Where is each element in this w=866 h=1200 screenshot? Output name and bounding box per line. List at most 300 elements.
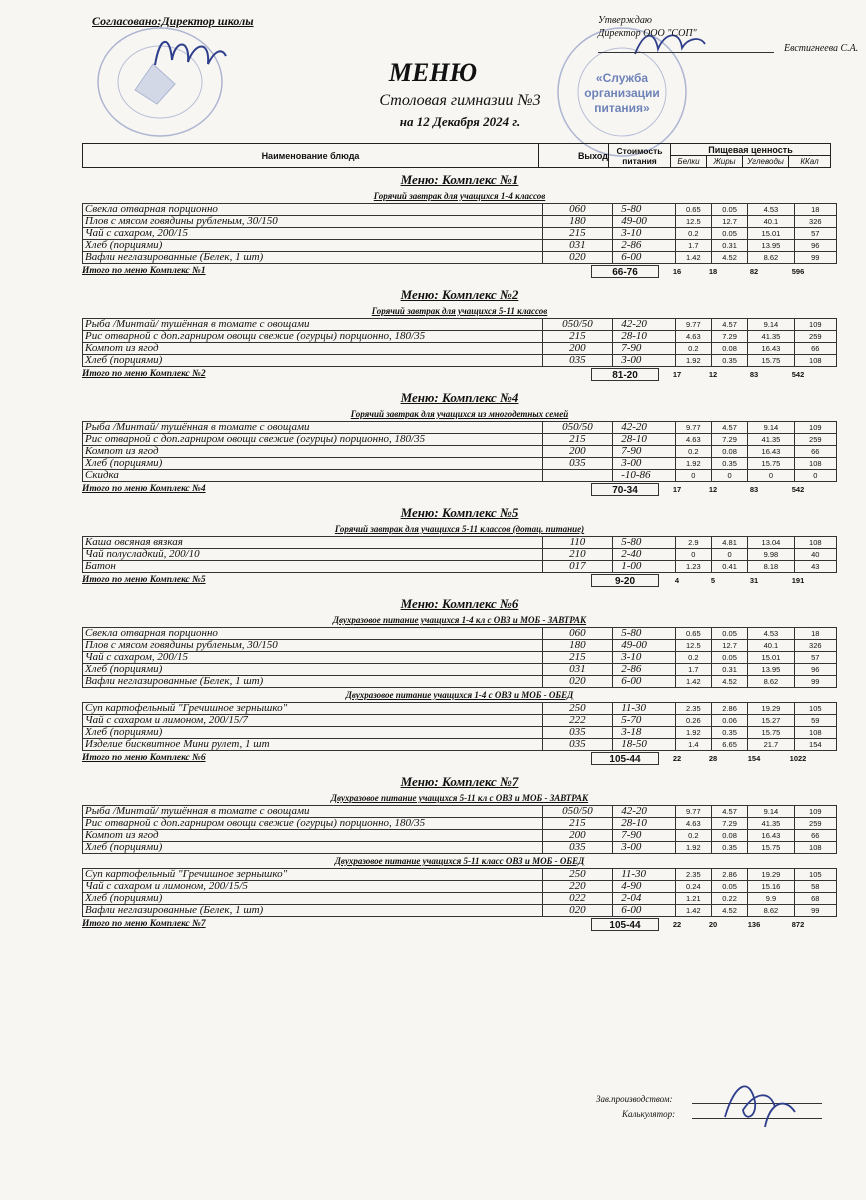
total-proteins: 22 <box>672 753 682 763</box>
dish-price: 5-80 <box>613 628 675 640</box>
dish-row <box>83 204 837 216</box>
total-kcal: 872 <box>791 919 805 929</box>
total-carbs: 154 <box>747 753 761 763</box>
dish-price: 3-10 <box>613 652 675 664</box>
dish-name: Суп картофельный "Гречишное зернышко" <box>83 703 543 715</box>
dish-output: 060 <box>542 204 613 216</box>
dish-output: 180 <box>542 216 613 228</box>
dish-output: 050/50 <box>542 422 613 434</box>
dish-kcal: 326 <box>794 216 836 228</box>
dish-price: 3-18 <box>613 727 675 739</box>
total-proteins: 22 <box>672 919 682 929</box>
dish-output: 250 <box>542 869 613 881</box>
dish-row <box>83 458 837 470</box>
dish-price: 7-90 <box>613 446 675 458</box>
dish-proteins: 1.23 <box>675 561 711 573</box>
approved-label: Утверждаю <box>598 15 652 26</box>
dish-fats: 4.81 <box>711 537 747 549</box>
dish-row <box>83 228 837 240</box>
dish-price: 1-00 <box>613 561 675 573</box>
calculator-label: Калькулятор: <box>622 1109 676 1119</box>
dish-name: Хлеб (порциями) <box>83 355 543 367</box>
dish-fats: 0.41 <box>711 561 747 573</box>
complex-total-row <box>82 573 837 587</box>
dish-output: 180 <box>542 640 613 652</box>
dish-carbs: 41.35 <box>748 818 794 830</box>
dish-carbs: 13.95 <box>748 664 794 676</box>
dish-output: 110 <box>542 537 613 549</box>
dish-table <box>82 627 837 688</box>
dish-fats: 0.08 <box>711 343 747 355</box>
dish-name: Рыба /Минтай/ тушённая в томате с овощами <box>83 319 543 331</box>
dish-proteins: 1.42 <box>675 905 711 917</box>
dish-proteins: 9.77 <box>675 806 711 818</box>
meal-subtitle: Двухразовое питание учащихся 1-4 кл с ОВЗ и МОБ - ЗАВТРАК <box>332 615 587 625</box>
dish-price: 42-20 <box>613 319 675 331</box>
approval-block <box>598 14 859 54</box>
dish-proteins: 9.77 <box>675 422 711 434</box>
dish-output: 050/50 <box>542 806 613 818</box>
dish-fats: 4.57 <box>711 422 747 434</box>
dish-kcal: 66 <box>794 343 836 355</box>
dish-price: 5-80 <box>613 204 675 216</box>
dish-price: 18-50 <box>613 739 675 751</box>
dish-kcal: 326 <box>794 640 836 652</box>
total-label: Итого по меню Комплекс №4 <box>82 484 206 494</box>
dish-fats: 12.7 <box>711 216 747 228</box>
dish-fats: 0.31 <box>711 240 747 252</box>
dish-row <box>83 446 837 458</box>
dish-kcal: 108 <box>794 842 836 854</box>
dish-kcal: 0 <box>794 470 836 482</box>
dish-price: 2-86 <box>613 240 675 252</box>
dish-kcal: 259 <box>794 818 836 830</box>
dish-kcal: 18 <box>794 204 836 216</box>
menu-content <box>82 171 837 931</box>
dish-table <box>82 203 837 264</box>
dish-carbs: 9.9 <box>748 893 794 905</box>
dish-table <box>82 702 837 751</box>
dish-fats: 4.57 <box>711 319 747 331</box>
dish-carbs: 9.14 <box>748 422 794 434</box>
total-kcal: 191 <box>791 575 805 585</box>
dish-fats: 4.52 <box>711 676 747 688</box>
complex-total-row <box>82 367 837 381</box>
dish-price: 6-00 <box>613 252 675 264</box>
dish-row <box>83 628 837 640</box>
dish-name: Плов с мясом говядины рубленым, 30/150 <box>83 216 543 228</box>
dish-name: Рис отварной с доп.гарниром овощи свежие (огурцы) порционно, 180/35 <box>83 818 543 830</box>
dish-kcal: 259 <box>794 331 836 343</box>
dish-row <box>83 640 837 652</box>
dish-row <box>83 422 837 434</box>
dish-kcal: 109 <box>794 319 836 331</box>
complex-total-row <box>82 264 837 278</box>
dish-carbs: 15.01 <box>748 652 794 664</box>
dish-name: Рис отварной с доп.гарниром овощи свежие (огурцы) порционно, 180/35 <box>83 434 543 446</box>
dish-name: Чай с сахаром, 200/15 <box>83 228 543 240</box>
dish-price: 11-30 <box>613 703 675 715</box>
dish-name: Компот из ягод <box>83 343 543 355</box>
total-label: Итого по меню Комплекс №6 <box>82 753 206 763</box>
dish-proteins: 2.9 <box>675 537 711 549</box>
dish-price: 2-40 <box>613 549 675 561</box>
dish-kcal: 99 <box>794 252 836 264</box>
col-cost: Стоимость питания <box>609 144 671 168</box>
dish-carbs: 41.35 <box>748 331 794 343</box>
dish-kcal: 259 <box>794 434 836 446</box>
meal-subtitle: Горячий завтрак для учащихся из многодетных семей <box>350 409 569 419</box>
dish-price: 3-00 <box>613 842 675 854</box>
dish-carbs: 9.14 <box>748 806 794 818</box>
total-fats: 28 <box>708 753 718 763</box>
dish-kcal: 105 <box>794 869 836 881</box>
dish-carbs: 9.14 <box>748 319 794 331</box>
dish-carbs: 16.43 <box>748 343 794 355</box>
dish-fats: 0.05 <box>711 628 747 640</box>
dish-name: Вафли неглазированные (Белек, 1 шт) <box>83 252 543 264</box>
col-nutrition: Пищевая ценность <box>671 144 831 156</box>
dish-name: Чай полусладкий, 200/10 <box>83 549 543 561</box>
total-kcal: 1022 <box>789 753 807 763</box>
dish-table <box>82 868 837 917</box>
total-carbs: 31 <box>749 575 759 585</box>
dish-name: Батон <box>83 561 543 573</box>
col-output: Выход <box>539 144 609 168</box>
complex-title: Меню: Комплекс №7 <box>400 774 519 789</box>
dish-kcal: 66 <box>794 830 836 842</box>
dish-fats: 7.29 <box>711 331 747 343</box>
total-proteins: 4 <box>674 575 680 585</box>
dish-row <box>83 676 837 688</box>
dish-proteins: 2.35 <box>675 869 711 881</box>
dish-carbs: 19.29 <box>748 703 794 715</box>
dish-kcal: 66 <box>794 446 836 458</box>
dish-proteins: 0.2 <box>675 830 711 842</box>
dish-kcal: 108 <box>794 458 836 470</box>
dish-row <box>83 434 837 446</box>
dish-price: 2-04 <box>613 893 675 905</box>
dish-proteins: 1.7 <box>675 240 711 252</box>
dish-proteins: 0.65 <box>675 628 711 640</box>
dish-row <box>83 842 837 854</box>
dish-carbs: 4.53 <box>748 628 794 640</box>
complex-title: Меню: Комплекс №5 <box>400 505 519 520</box>
dish-fats: 6.65 <box>711 739 747 751</box>
dish-price: -10-86 <box>613 470 675 482</box>
dish-output: 035 <box>542 739 613 751</box>
total-fats: 5 <box>710 575 716 585</box>
dish-proteins: 1.4 <box>675 739 711 751</box>
dish-kcal: 109 <box>794 806 836 818</box>
dish-fats: 2.86 <box>711 703 747 715</box>
dish-output: 215 <box>542 228 613 240</box>
dish-row <box>83 739 837 751</box>
dish-output: 220 <box>542 881 613 893</box>
dish-name: Изделие бисквитное Мини рулет, 1 шт <box>83 739 543 751</box>
dish-carbs: 41.35 <box>748 434 794 446</box>
total-label: Итого по меню Комплекс №5 <box>82 575 206 585</box>
dish-price: 42-20 <box>613 422 675 434</box>
dish-table <box>82 421 837 482</box>
total-fats: 12 <box>708 369 718 379</box>
dish-carbs: 15.75 <box>748 727 794 739</box>
dish-proteins: 0.2 <box>675 343 711 355</box>
col-kcal: ККал <box>789 156 831 168</box>
stamp-text-3: питания» <box>594 101 650 115</box>
dish-fats: 0.08 <box>711 830 747 842</box>
dish-row <box>83 561 837 573</box>
dish-price: 3-00 <box>613 355 675 367</box>
total-proteins: 16 <box>672 266 682 276</box>
dish-price: 7-90 <box>613 343 675 355</box>
dish-name: Компот из ягод <box>83 830 543 842</box>
dish-kcal: 108 <box>794 727 836 739</box>
dish-name: Свекла отварная порционно <box>83 204 543 216</box>
production-signature <box>715 1072 805 1132</box>
dish-fats: 0.22 <box>711 893 747 905</box>
dish-kcal: 109 <box>794 422 836 434</box>
dish-name: Хлеб (порциями) <box>83 893 543 905</box>
dish-output: 022 <box>542 893 613 905</box>
dish-fats: 0.35 <box>711 458 747 470</box>
total-price: 105-44 <box>591 752 659 765</box>
dish-name: Хлеб (порциями) <box>83 458 543 470</box>
meal-subtitle: Двухразовое питание учащихся 5-11 кл с ОВЗ и МОБ - ЗАВТРАК <box>330 793 589 803</box>
dish-output: 215 <box>542 818 613 830</box>
dish-carbs: 8.62 <box>748 676 794 688</box>
dish-kcal: 96 <box>794 240 836 252</box>
dish-row <box>83 806 837 818</box>
dish-carbs: 0 <box>748 470 794 482</box>
total-proteins: 17 <box>672 484 682 494</box>
complex-title: Меню: Комплекс №6 <box>400 596 519 611</box>
dish-output: 020 <box>542 252 613 264</box>
complex-total-row <box>82 751 837 765</box>
dish-proteins: 12.5 <box>675 216 711 228</box>
dish-carbs: 15.16 <box>748 881 794 893</box>
dish-proteins: 2.35 <box>675 703 711 715</box>
dish-output: 200 <box>542 343 613 355</box>
dish-row <box>83 343 837 355</box>
total-label: Итого по меню Комплекс №2 <box>82 369 206 379</box>
dish-carbs: 9.98 <box>748 549 794 561</box>
total-proteins: 17 <box>672 369 682 379</box>
agreed-label: Согласовано:Директор школы <box>92 14 254 28</box>
dish-fats: 4.52 <box>711 252 747 264</box>
section-gap <box>82 496 837 504</box>
dish-table <box>82 536 837 573</box>
dish-name: Свекла отварная порционно <box>83 628 543 640</box>
meal-subtitle: Двухразовое питание учащихся 5-11 класс ОВЗ и МОБ - ОБЕД <box>334 856 585 866</box>
dish-fats: 0 <box>711 549 747 561</box>
dish-fats: 7.29 <box>711 818 747 830</box>
dish-fats: 7.29 <box>711 434 747 446</box>
total-kcal: 542 <box>791 484 805 494</box>
dish-fats: 0.05 <box>711 204 747 216</box>
meal-subtitle: Горячий завтрак для учащихся 5-11 классов <box>371 306 548 316</box>
dish-row <box>83 703 837 715</box>
dish-row <box>83 727 837 739</box>
dish-row <box>83 252 837 264</box>
dish-carbs: 15.75 <box>748 458 794 470</box>
dish-price: 28-10 <box>613 434 675 446</box>
dish-output: 215 <box>542 652 613 664</box>
menu-date: на 12 Декабря 2024 г. <box>399 114 521 129</box>
dish-fats: 0.05 <box>711 228 747 240</box>
dish-row <box>83 893 837 905</box>
dish-output: 035 <box>542 842 613 854</box>
dish-row <box>83 881 837 893</box>
dish-kcal: 58 <box>794 881 836 893</box>
total-price: 105-44 <box>591 918 659 931</box>
dish-price: 3-00 <box>613 458 675 470</box>
dish-proteins: 4.63 <box>675 331 711 343</box>
complex-title: Меню: Комплекс №2 <box>400 287 519 302</box>
dish-price: 28-10 <box>613 331 675 343</box>
dish-name: Рыба /Минтай/ тушённая в томате с овощами <box>83 422 543 434</box>
col-name: Наименование блюда <box>83 144 539 168</box>
dish-name: Рыба /Минтай/ тушённая в томате с овощами <box>83 806 543 818</box>
dish-price: 49-00 <box>613 640 675 652</box>
dish-price: 5-80 <box>613 537 675 549</box>
dish-price: 42-20 <box>613 806 675 818</box>
dish-proteins: 0 <box>675 470 711 482</box>
dish-kcal: 108 <box>794 355 836 367</box>
total-fats: 20 <box>708 919 718 929</box>
dish-carbs: 15.75 <box>748 355 794 367</box>
total-label: Итого по меню Комплекс №1 <box>82 266 206 276</box>
dish-row <box>83 830 837 842</box>
dish-kcal: 57 <box>794 652 836 664</box>
dish-table <box>82 318 837 367</box>
total-carbs: 83 <box>749 484 759 494</box>
dish-fats: 0.31 <box>711 664 747 676</box>
dish-price: 28-10 <box>613 818 675 830</box>
dish-kcal: 108 <box>794 537 836 549</box>
total-label: Итого по меню Комплекс №7 <box>82 919 206 929</box>
dish-kcal: 43 <box>794 561 836 573</box>
dish-carbs: 40.1 <box>748 640 794 652</box>
dish-kcal: 40 <box>794 549 836 561</box>
dish-proteins: 1.92 <box>675 727 711 739</box>
total-kcal: 596 <box>791 266 805 276</box>
total-carbs: 83 <box>749 369 759 379</box>
dish-name: Вафли неглазированные (Белек, 1 шт) <box>83 676 543 688</box>
dish-fats: 0.05 <box>711 881 747 893</box>
complex-title: Меню: Комплекс №1 <box>400 172 519 187</box>
dish-price: 5-70 <box>613 715 675 727</box>
total-price: 70-34 <box>591 483 659 496</box>
dish-output: 035 <box>542 727 613 739</box>
dish-proteins: 0.26 <box>675 715 711 727</box>
dish-name: Компот из ягод <box>83 446 543 458</box>
dish-carbs: 8.62 <box>748 252 794 264</box>
dish-fats: 0.06 <box>711 715 747 727</box>
dish-price: 4-90 <box>613 881 675 893</box>
dish-carbs: 8.18 <box>748 561 794 573</box>
dish-name: Чай с сахаром, 200/15 <box>83 652 543 664</box>
dish-proteins: 1.7 <box>675 664 711 676</box>
dish-proteins: 4.63 <box>675 818 711 830</box>
stamp-text-1: «Служба <box>595 71 649 85</box>
dish-row <box>83 905 837 917</box>
dish-output: 200 <box>542 830 613 842</box>
dish-output: 210 <box>542 549 613 561</box>
dish-output: 060 <box>542 628 613 640</box>
dish-output <box>542 470 613 482</box>
dish-output: 020 <box>542 676 613 688</box>
dish-row <box>83 549 837 561</box>
dish-kcal: 68 <box>794 893 836 905</box>
col-fats: Жиры <box>707 156 743 168</box>
dish-fats: 12.7 <box>711 640 747 652</box>
dish-price: 3-10 <box>613 228 675 240</box>
director-label: Директор ООО "СОП" <box>598 28 697 39</box>
dish-name: Скидка <box>83 470 543 482</box>
production-label: Зав.производством: <box>596 1094 673 1104</box>
dish-carbs: 16.43 <box>748 830 794 842</box>
dish-carbs: 16.43 <box>748 446 794 458</box>
dish-kcal: 99 <box>794 905 836 917</box>
dish-price: 11-30 <box>613 869 675 881</box>
complex-title: Меню: Комплекс №4 <box>400 390 519 405</box>
dish-price: 2-86 <box>613 664 675 676</box>
dish-name: Чай с сахаром и лимоном, 200/15/5 <box>83 881 543 893</box>
dish-row <box>83 470 837 482</box>
dish-row <box>83 240 837 252</box>
dish-fats: 0.35 <box>711 842 747 854</box>
dish-name: Хлеб (порциями) <box>83 664 543 676</box>
dish-fats: 0.05 <box>711 652 747 664</box>
dish-name: Хлеб (порциями) <box>83 240 543 252</box>
dish-carbs: 15.75 <box>748 842 794 854</box>
dish-fats: 4.57 <box>711 806 747 818</box>
complex-total-row <box>82 917 837 931</box>
dish-proteins: 0.2 <box>675 652 711 664</box>
complex-total-row <box>82 482 837 496</box>
dish-proteins: 4.63 <box>675 434 711 446</box>
dish-name: Хлеб (порциями) <box>83 842 543 854</box>
dish-carbs: 8.62 <box>748 905 794 917</box>
dish-row <box>83 664 837 676</box>
dish-output: 035 <box>542 458 613 470</box>
dish-carbs: 15.01 <box>748 228 794 240</box>
dish-output: 222 <box>542 715 613 727</box>
dish-output: 020 <box>542 905 613 917</box>
dish-row <box>83 652 837 664</box>
dish-carbs: 21.7 <box>748 739 794 751</box>
dish-output: 031 <box>542 240 613 252</box>
dish-output: 017 <box>542 561 613 573</box>
dish-carbs: 13.04 <box>748 537 794 549</box>
dish-carbs: 19.29 <box>748 869 794 881</box>
dish-proteins: 0.65 <box>675 204 711 216</box>
meal-subtitle: Двухразовое питание учащихся 1-4 с ОВЗ и МОБ - ОБЕД <box>345 690 574 700</box>
dish-proteins: 1.92 <box>675 355 711 367</box>
approval-signature-line <box>598 52 774 53</box>
dish-output: 215 <box>542 331 613 343</box>
dish-fats: 2.86 <box>711 869 747 881</box>
total-price: 66-76 <box>591 265 659 278</box>
dish-row <box>83 216 837 228</box>
dish-proteins: 12.5 <box>675 640 711 652</box>
dish-row <box>83 319 837 331</box>
meal-subtitle: Горячий завтрак для учащихся 1-4 классов <box>373 191 546 201</box>
dish-row <box>83 869 837 881</box>
dish-proteins: 1.92 <box>675 458 711 470</box>
dish-kcal: 99 <box>794 676 836 688</box>
